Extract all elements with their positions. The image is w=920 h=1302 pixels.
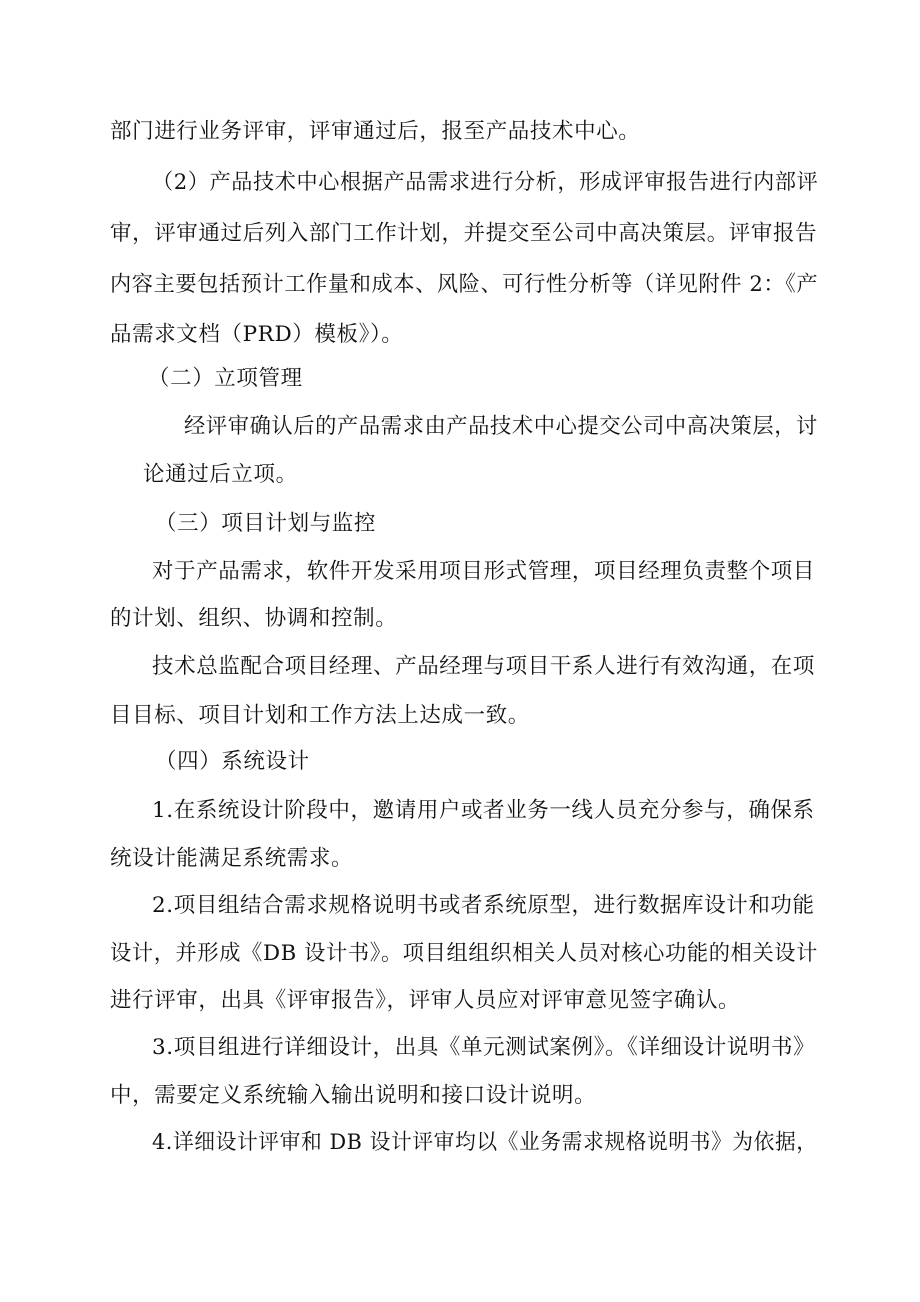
text-line-19: 进行评审，出具《评审报告》，评审人员应对评审意见签字确认。 [110,988,741,1013]
text-line-13: 目目标、项目计划和工作方法上达成一致。 [110,703,530,728]
text-line-8: 论通过后立项。 [143,462,298,487]
text-line-2: （2）产品技术中心根据产品需求进行分析，形成评审报告进行内部评 [152,170,819,195]
text-line-5: 品需求文档（PRD）模板》）。 [110,322,404,347]
text-line-10: 对于产品需求，软件开发采用项目形式管理，项目经理负责整个项目 [152,559,816,584]
text-line-16: 统设计能满足系统需求。 [110,846,354,871]
text-line-1: 部门进行业务评审，评审通过后，报至产品技术中心。 [110,119,641,144]
text-line-17: 2.项目组结合需求规格说明书或者系统原型，进行数据库设计和功能 [152,893,815,918]
section-heading-3: （三）项目计划与监控 [155,511,377,536]
text-line-15: 1.在系统设计阶段中，邀请用户或者业务一线人员充分参与，确保系 [152,798,815,823]
text-line-22: 4.详细设计评审和 DB 设计评审均以《业务需求规格说明书》为依据， [152,1130,818,1155]
text-line-21: 中，需要定义系统输入输出说明和接口设计说明。 [110,1083,597,1108]
text-line-11: 的计划、组织、协调和控制。 [110,606,398,631]
text-line-4: 内容主要包括预计工作量和成本、风险、可行性分析等（详见附件 2：《产 [110,272,819,297]
text-line-7: 经评审确认后的产品需求由产品技术中心提交公司中高决策层，讨 [184,414,818,439]
text-line-12: 技术总监配合项目经理、产品经理与项目干系人进行有效沟通，在项 [152,654,816,679]
text-line-18: 设计，并形成《DB 设计书》。项目组组织相关人员对核心功能的相关设计 [110,941,819,966]
section-heading-4: （四）系统设计 [155,749,310,774]
text-line-3: 审，评审通过后列入部门工作计划，并提交至公司中高决策层。评审报告 [110,221,818,246]
text-line-20: 3.项目组进行详细设计，出具《单元测试案例》。《详细设计说明书》 [152,1035,816,1060]
section-heading-2: （二）立项管理 [148,366,303,391]
